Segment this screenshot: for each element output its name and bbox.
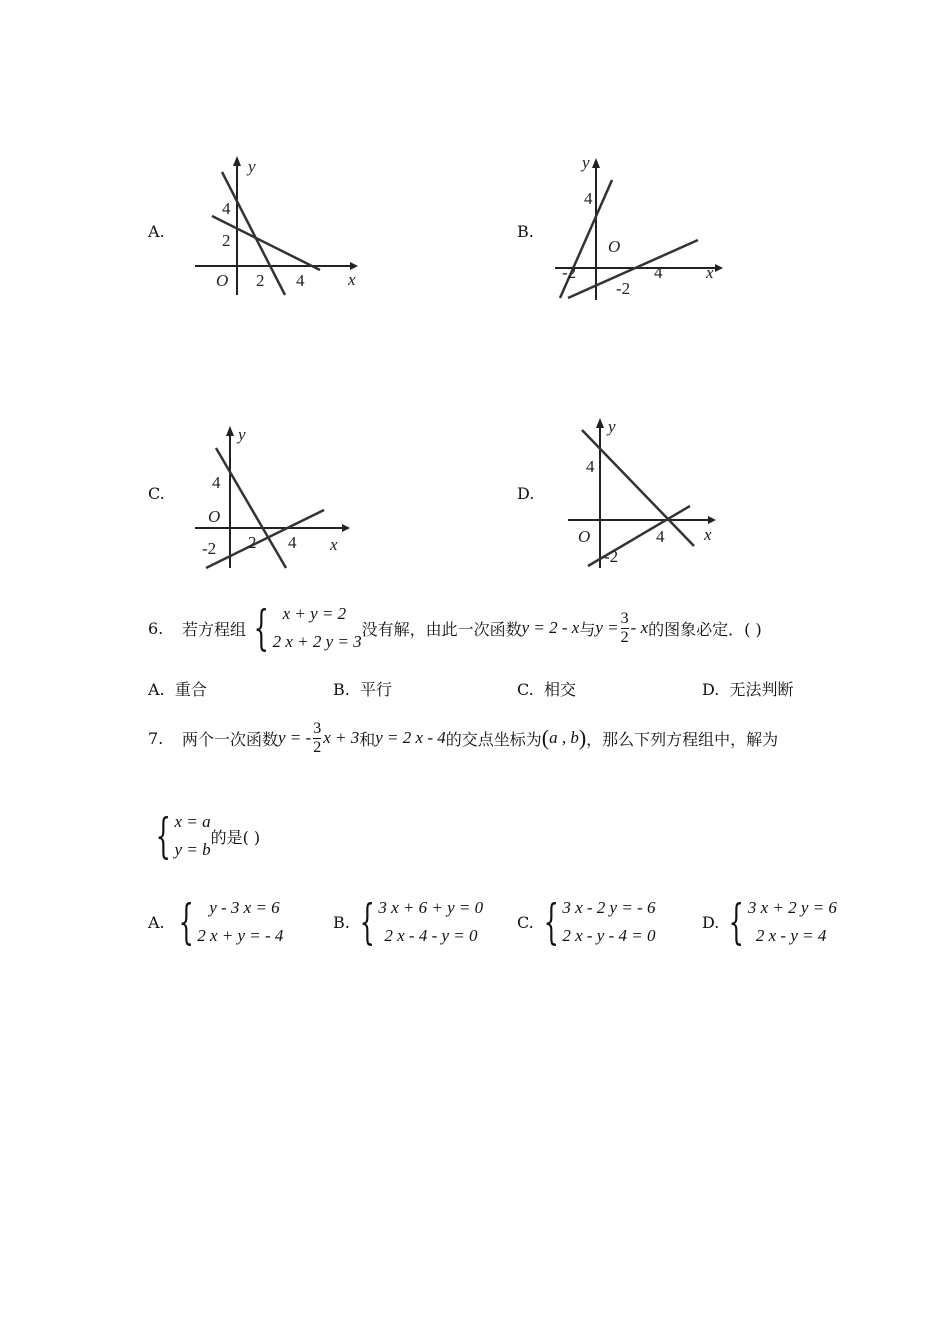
numerator: 3 [313,719,322,737]
tick-label: -2 [616,279,631,298]
equation-system [748,894,837,950]
option-c[interactable] [517,680,576,700]
equation: 2 x - y = 4 [755,926,827,945]
tick-label: -2 [604,547,619,566]
question-text: 和 [359,729,376,749]
option-c[interactable] [517,892,655,952]
x-arrow [708,516,716,524]
equation: 2 x + 2 y = 3 [272,632,362,651]
origin-label: O [608,237,621,256]
equation: x + y = 2 [282,604,347,623]
brace-icon: { [155,808,171,864]
y-arrow [226,426,234,436]
equation: 2 x - 4 - y = 0 [384,926,478,945]
question-lead: 两个一次函数 [182,729,279,749]
tick-label: 4 [656,527,665,546]
graph-d-label: D. [517,484,535,503]
x-axis-label: x [330,535,338,554]
question-number: 6. [148,618,164,638]
option-text: 相交 [543,680,576,699]
tick-label: -2 [202,539,217,558]
function-expression: - x [630,618,649,637]
option-label: A. [148,680,165,699]
line-1 [582,430,694,546]
tick-label: 4 [212,473,221,492]
option-text: 无法判断 [729,680,794,699]
equation: 3 x + 6 + y = 0 [378,898,484,917]
graph-a-label: A. [148,222,165,241]
question-text: 的交点坐标为 [445,729,542,749]
origin-label: O [578,527,591,546]
equation-system [197,894,283,950]
tick-label: 2 [222,231,231,250]
y-axis-label: y [248,157,256,176]
x-arrow [350,262,358,270]
question-lead: 若方程组 [182,619,247,639]
tick-label: 4 [296,271,305,290]
option-a[interactable] [148,892,283,952]
equation-system [175,808,211,864]
question-text: 与 [579,619,596,639]
function-expression: y = [595,618,619,637]
graph-b [550,150,735,305]
option-a[interactable] [148,680,207,700]
y-axis-label: y [238,425,246,444]
point-coordinates: a , b [549,728,579,747]
option-label: C. [517,680,534,699]
option-label: B. [333,912,350,932]
question-text: 的是( ) [210,827,261,847]
graph-c [190,418,370,573]
y-axis-label: y [608,417,616,436]
x-axis-label: x [704,525,712,544]
option-label: D. [702,912,720,932]
option-b[interactable] [333,892,483,952]
brace-icon: { [178,894,194,950]
tick-label: 2 [248,533,257,552]
tick-label: -2 [562,263,577,282]
tick-label: 2 [256,271,265,290]
tick-label: 4 [586,457,595,476]
left-paren: ( [541,725,550,750]
option-text: 重合 [174,680,207,699]
denominator: 2 [620,628,629,646]
brace-icon: { [253,600,269,656]
line-1 [222,172,285,295]
x-axis-label: x [348,270,356,289]
question-number: 7. [148,728,164,748]
solution-system [148,804,260,868]
option-label: D. [702,680,720,699]
equation: y = b [174,840,211,859]
equation-system [562,894,655,950]
tick-label: 4 [584,189,593,208]
equation: 2 x + y = - 4 [197,926,284,945]
option-b[interactable] [333,680,392,700]
fraction [313,720,321,757]
question-text: 没有解，由此一次函数 [361,619,522,639]
tick-label: 4 [288,533,297,552]
graph-c-label: C. [148,484,165,503]
option-d[interactable] [702,892,837,952]
brace-icon: { [728,894,745,950]
denominator: 2 [313,738,322,756]
origin-label: O [208,507,221,526]
numerator: 3 [620,609,629,627]
equation: 2 x - y - 4 = 0 [562,926,656,945]
tick-label: 4 [654,263,663,282]
x-axis-label: x [706,263,714,282]
question-text: 的图象必定．( ) [648,619,762,639]
equation: x = a [174,812,211,831]
brace-icon: { [543,894,559,950]
graph-d [560,410,735,570]
equation-system [273,600,362,656]
equation: 3 x + 2 y = 6 [747,898,837,917]
option-label: C. [517,912,534,932]
y-arrow [596,418,604,428]
question-6 [148,596,762,660]
graph-b-label: B. [517,222,534,241]
option-text: 平行 [360,680,393,699]
equation-system [378,894,483,950]
question-text: ，那么下列方程组中，解为 [586,729,779,749]
equation: y - 3 x = 6 [209,898,280,917]
function-expression: y = 2 x - 4 [375,728,446,747]
fraction [621,610,629,647]
function-expression: y = - [278,728,312,747]
function-expression: x + 3 [323,728,360,747]
x-arrow [342,524,350,532]
tick-label: 4 [222,199,231,218]
option-label: A. [148,912,165,932]
brace-icon: { [359,894,375,950]
right-paren: ) [578,725,587,750]
option-d[interactable] [702,680,794,700]
y-arrow [233,156,241,166]
option-label: B. [333,680,350,699]
y-axis-label: y [582,153,590,172]
origin-label: O [216,271,229,290]
equation: 3 x - 2 y = - 6 [562,898,656,917]
line-2 [206,510,324,568]
x-arrow [715,264,723,272]
y-arrow [592,158,600,168]
graph-a [190,150,370,300]
function-expression: y = 2 - x [521,618,580,637]
question-7 [148,714,778,762]
